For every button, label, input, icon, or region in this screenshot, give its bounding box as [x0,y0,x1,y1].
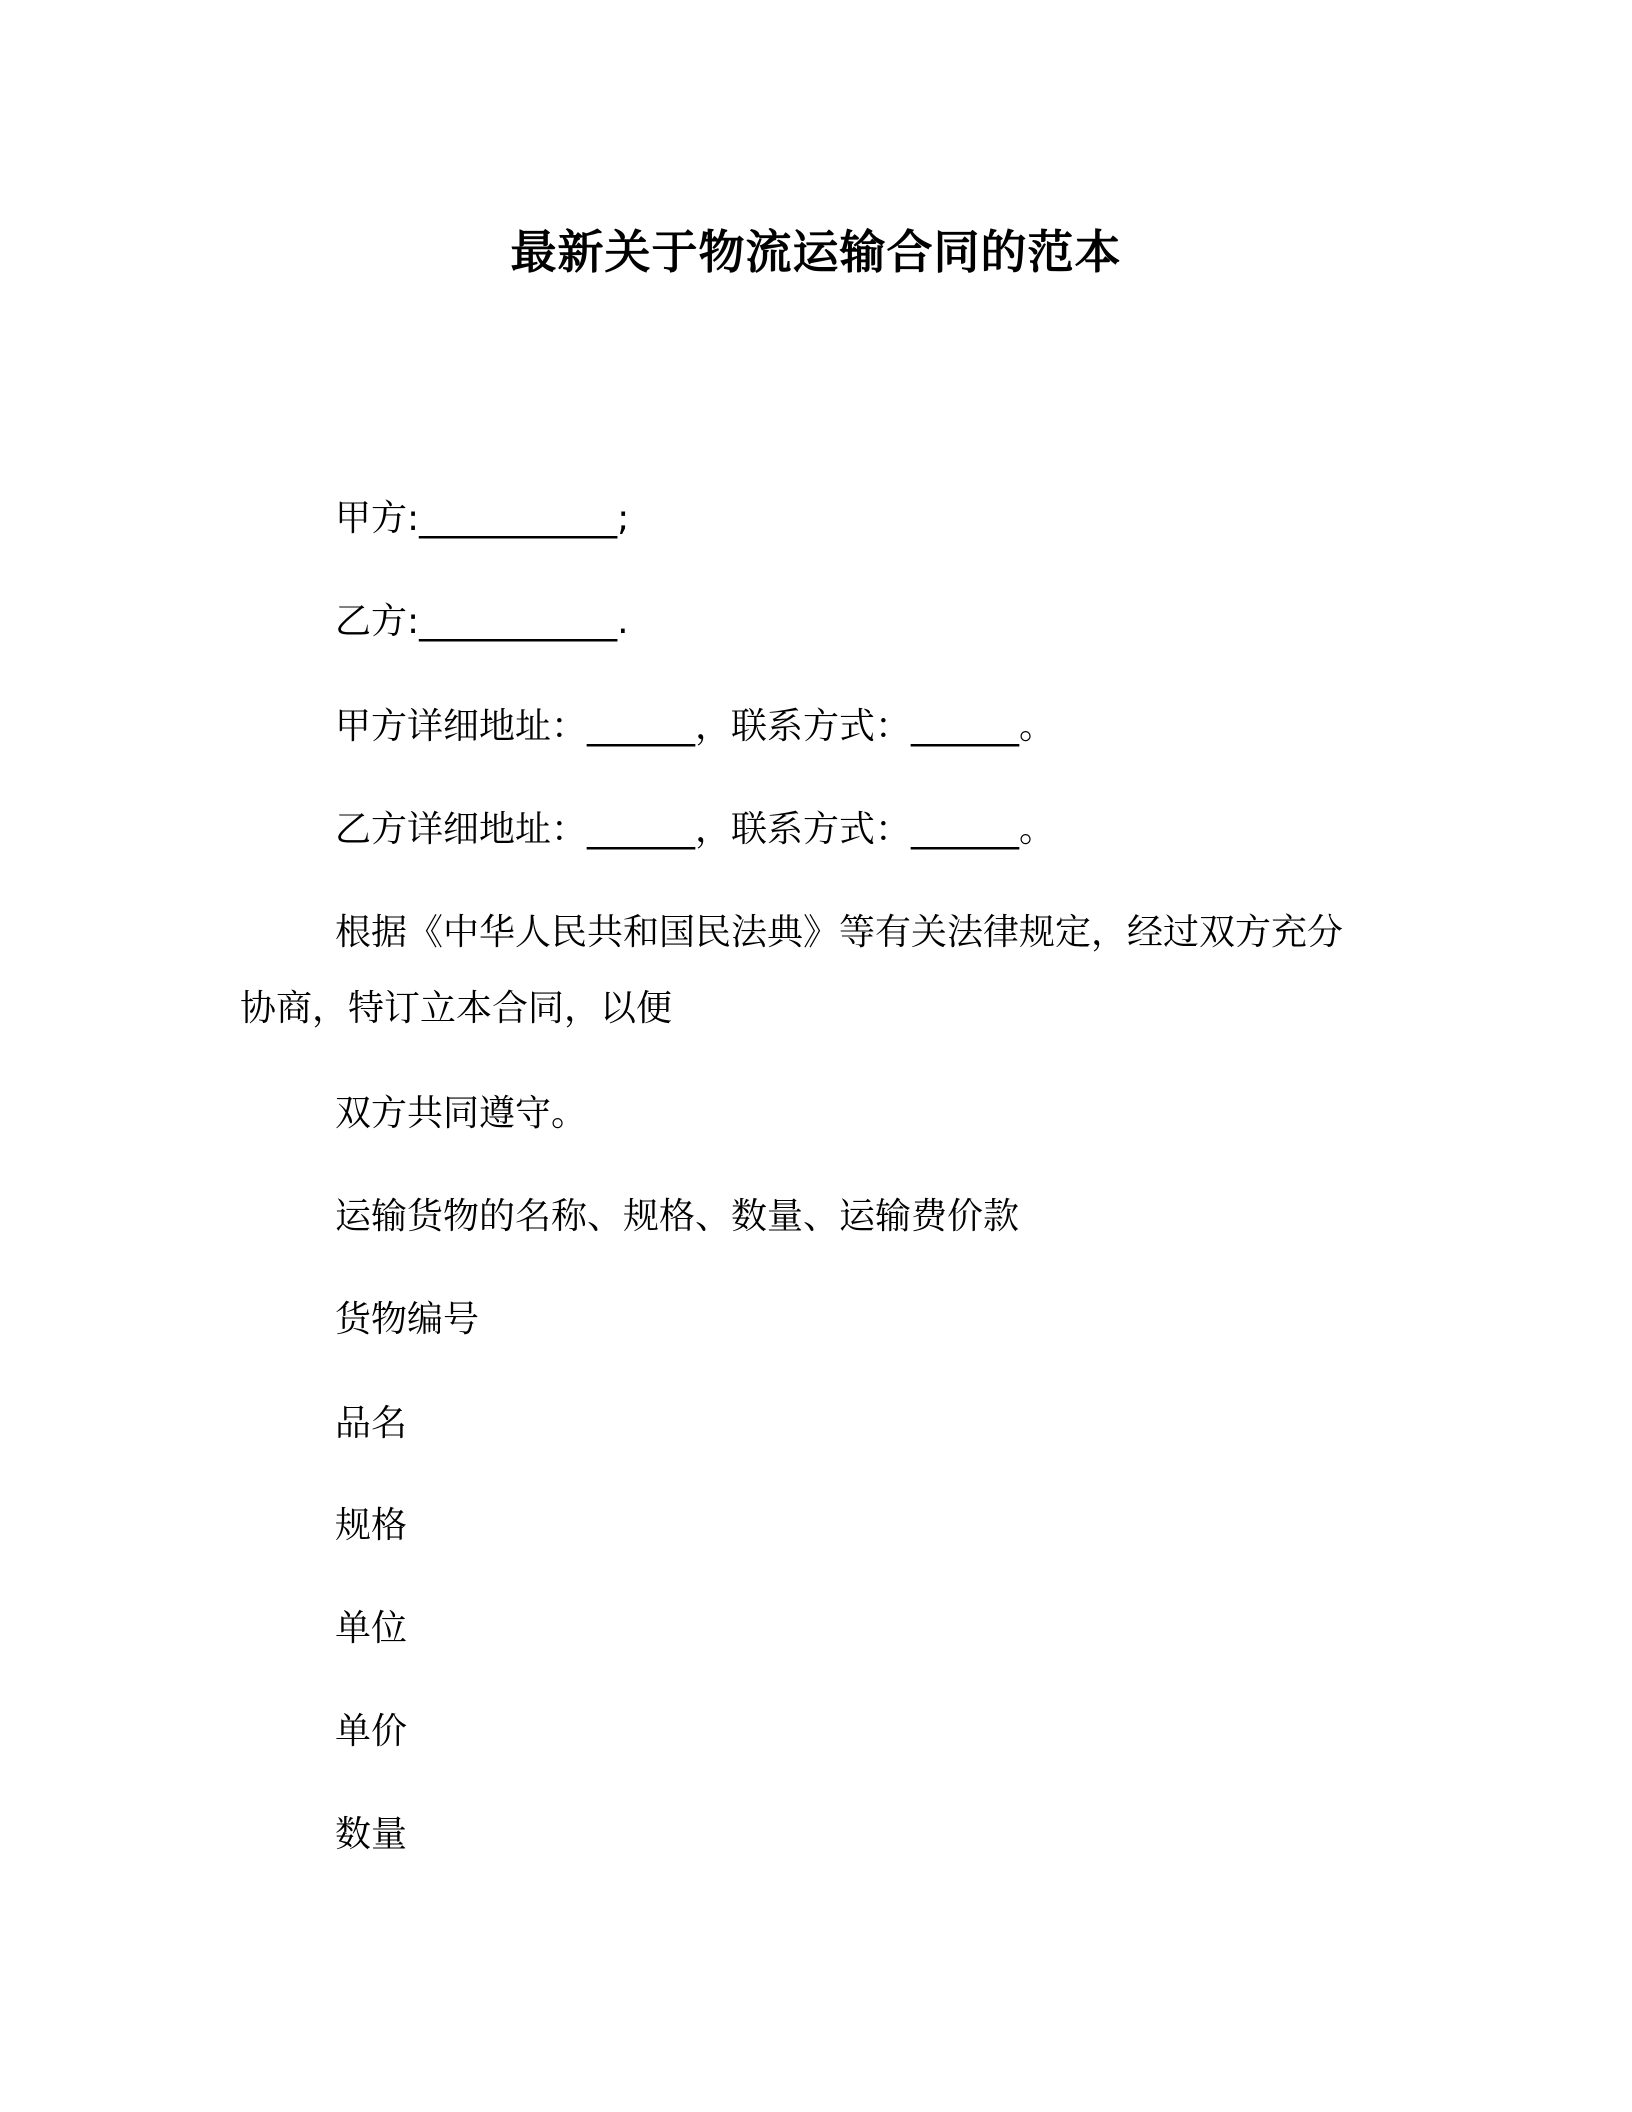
goods-field-number: 货物编号 [335,1299,480,1340]
goods-heading: 运输货物的名称、规格、数量、运输费价款 [335,1196,1020,1237]
party-a-line: 甲方:___________; [335,498,630,539]
goods-field-quantity: 数量 [335,1814,408,1855]
document-title: 最新关于物流运输合同的范本 [510,225,1122,279]
goods-field-name: 品名 [335,1403,408,1444]
preamble-line-1: 根据《中华人民共和国民法典》等有关法律规定，经过双方充分 [335,912,1344,953]
preamble-line-2: 协商，特订立本合同，以便 [240,988,673,1029]
party-b-line: 乙方:___________. [335,601,629,642]
preamble-line-3: 双方共同遵守。 [335,1093,588,1134]
party-a-address-line: 甲方详细地址：______，联系方式：______。 [335,706,1056,747]
goods-field-spec: 规格 [335,1505,408,1546]
goods-field-unit-price: 单价 [335,1711,408,1752]
goods-field-unit: 单位 [335,1608,408,1649]
party-b-address-line: 乙方详细地址：______，联系方式：______。 [335,809,1056,850]
